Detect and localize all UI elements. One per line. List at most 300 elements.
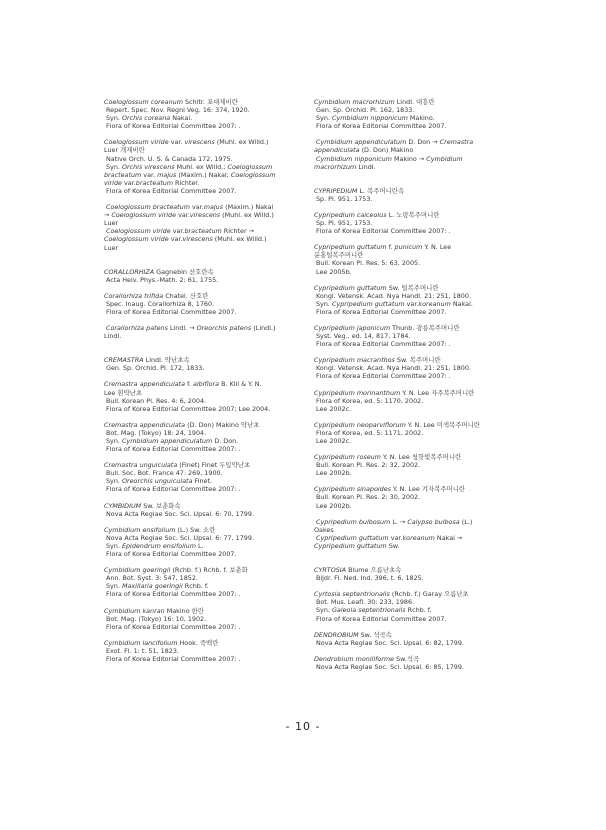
citation-text: Bull. Korean Pl. Res. 2: 32, 2002. [316,461,421,470]
entry-line [104,171,304,179]
entry-line [314,606,514,614]
entry-line [104,437,304,445]
citation-text: Lindl. [104,332,122,341]
entry-line [104,292,304,300]
taxon-name-text: CYPRIPEDIUM [314,186,358,195]
taxon-name-text: Galeola septentrionalis [331,606,406,615]
right-column [314,98,514,679]
taxon-entry [104,607,304,631]
taxon-name-text: bracteatum [135,178,174,187]
taxon-name-text: Corallorhiza trifida [104,291,164,300]
citation-text: Flora of Korea, ed. 5: 1170, 2002. [316,396,424,405]
taxon-name-text: Cypripedium guttatum [314,243,387,252]
taxon-name-text: Cymbidium appendiculatum [316,138,407,147]
citation-text: Makino → [391,154,427,163]
entry-line [104,163,304,171]
taxon-name-text: Orchis virescens [121,162,175,171]
taxon-entry [104,639,304,663]
entry-line [104,155,304,163]
citation-text: Flora of Korea Editorial Committee 2007: . [106,622,241,631]
taxon-entry [104,461,304,493]
taxon-name-text: Corallorhiza patens [106,324,168,333]
taxon-name-text: virescens [184,138,215,147]
citation-text: Bull. Korean Pl. Res. 4: 6, 2004. [106,396,207,405]
taxon-name-text: viride [104,178,122,187]
entry-line [314,615,514,623]
left-column [104,98,304,671]
citation-text: Sw. 털복주머니란 [386,283,439,292]
citation-text: Rchb. f. [182,582,209,591]
entry-line [314,574,514,582]
citation-text: Syn. [106,162,122,171]
entry-line [104,187,304,195]
taxon-name-text: Coeloglossum [227,162,273,171]
entry-line [314,227,514,235]
entry-line [314,308,514,316]
citation-text: (Lindl.) [251,324,276,333]
taxon-name-text: majus [157,170,177,179]
citation-text: Hook. 죽백란 [177,638,219,647]
taxon-name-text: Cypripedium japonicum [314,323,391,332]
taxon-entry [314,518,514,550]
citation-text: Bot. Mus. Leafl. 30: 233, 1986. [316,598,415,607]
citation-text: Finet. [192,477,212,486]
entry-line [314,469,514,477]
citation-text: Lindl. 대흥란 [394,98,435,106]
taxon-name-text: CYMBIDIUM [104,501,142,510]
entry-line [104,244,304,252]
citation-text: Flora of Korea Editorial Committee 2007: . [106,485,241,494]
citation-text: Syn. [106,582,122,591]
taxon-name-text: Calypso bulbosa [407,517,460,526]
entry-line [314,598,514,606]
citation-text: Schltr. 포대제비란 [182,98,238,106]
entry-line [104,356,304,364]
taxon-name-text: Cremastra [439,138,474,147]
citation-text: Makino. [407,114,435,123]
entry-line [104,300,304,308]
taxon-name-text: Orchis coreana [121,114,171,123]
citation-text: Lee 2002c. [316,404,352,413]
entry-line [104,502,304,510]
citation-text: Y. N. Lee 겨자복주머니란 [390,485,466,494]
citation-text: Lindl. → [167,324,197,333]
citation-text: Flora of Korea Editorial Committee 2007: . [316,372,451,381]
citation-text: (Muhl. ex Willd.) [214,138,269,147]
entry-line [104,461,304,469]
citation-text: 분홍털복주머니란 [314,251,364,260]
citation-text: Syn. [106,437,122,445]
taxon-name-text: CREMASTRA [104,356,144,365]
page-number: - 10 - [285,720,321,733]
taxon-entry [104,268,304,284]
citation-text: Luer [104,219,119,228]
taxon-entry [104,292,304,316]
taxon-name-text: Cypripedium guttatum [314,541,387,550]
citation-text: Bull. Korean Pl. Res. 2: 30, 2002. [316,493,421,502]
citation-text: Bot. Mag. (Tokyo) 16: 10, 1902. [106,614,207,623]
entry-line [104,122,304,130]
entry-line [314,655,514,663]
entry-line [104,623,304,631]
citation-text: Bijdr. Fl. Ned. Ind. 396, t. 6, 1825. [316,574,424,583]
taxon-name-text: Cypripedium roseum [314,453,381,462]
taxon-entry [104,203,304,252]
citation-text: (D. Don) Makino 약난초 [185,420,260,429]
citation-text: Bull. Soc. Bot. France 47: 269, 1900. [106,469,223,478]
section-gap [314,558,514,566]
citation-text: Makino 한란 [164,606,204,615]
entry-line [104,268,304,276]
citation-text: (Rchb. f.) Rchb. f. 보춘화 [170,566,248,575]
citation-text: Flora of Korea Editorial Committee 2007: . [106,590,241,599]
citation-text: Y. N. Lee [422,243,452,252]
taxon-name-text: Cymbidium macrorhizum [314,98,395,106]
citation-text: Lee 2002b. [316,469,352,478]
citation-text: Syn. [316,114,332,123]
taxon-entry [314,284,514,316]
citation-text: Kongl. Vetensk. Acad. Nya Handl. 21: 251, 1800. [316,291,471,300]
entry-line [314,421,514,429]
entry-line [104,534,304,542]
taxon-name-text: majus [203,203,224,212]
citation-text: Flora of Korea Editorial Committee 2007: . [316,227,451,236]
taxon-entry [314,566,514,582]
entry-line [314,259,514,267]
taxon-name-text: Cypripedium calceolus [314,210,387,219]
taxon-name-text: Dendrobium moniliforme [314,654,395,663]
entry-line [104,211,304,219]
taxon-name-text: Cymbidium goeringii [104,566,171,575]
entry-line [104,380,304,388]
citation-text: (L.) [459,517,473,526]
taxon-entry [314,211,514,235]
entry-line [314,106,514,114]
entry-line [314,324,514,332]
citation-text: var. [176,211,190,220]
citation-text: Y. N. Lee 자주복주머니란 [400,388,475,397]
taxon-entry [104,138,304,195]
citation-text: var. [121,178,136,187]
citation-text: (Finet) Finet 두잎약난초 [177,461,251,470]
entry-line [104,106,304,114]
citation-text: D. Don. [212,437,239,445]
taxon-name-text: virescens [182,235,213,244]
taxon-name-text: Cymbidium nipponicum [316,154,392,163]
citation-text: Lee 흰약난초 [104,388,143,397]
entry-line [314,356,514,364]
entry-line [314,219,514,227]
citation-text: Spec. Inaug. Corallorhiza 8, 1760. [106,299,215,308]
entry-line [314,405,514,413]
entry-line [104,397,304,405]
citation-text: Rchb. f. [405,606,432,615]
taxon-entry [314,389,514,413]
entry-line [104,308,304,316]
taxon-name-text: bracteatum [104,170,142,179]
citation-text: f. [386,243,395,252]
entry-line [314,300,514,308]
citation-text: Syn. [106,477,122,486]
entry-line [314,542,514,550]
entry-line [104,526,304,534]
entry-line [104,639,304,647]
entry-line [314,453,514,461]
entry-line [104,203,304,211]
entry-line [104,445,304,453]
citation-text: Lee 2005b. [316,267,352,276]
taxon-name-text: Cypripedium sinapoides [314,485,391,494]
citation-text: Acta Helv. Phys.-Math. 2: 61, 1755. [106,275,219,284]
citation-text: D. Don → [406,138,440,147]
citation-text: L. 복주머니란속 [357,186,405,195]
entry-line [104,647,304,655]
entry-line [314,187,514,195]
citation-text: L. [195,541,204,550]
entry-line [314,211,514,219]
citation-text: Flora of Korea Editorial Committee 2007; Lee 2004. [106,404,271,413]
taxon-name-text: Cypripedium guttatum [314,283,387,292]
taxon-name-text: Cymbidium appendiculatum [121,437,213,445]
citation-text: Nova Acta Regiae Soc. Sci. Upsal. 6: 77, 1799. [106,533,254,542]
entry-line [104,324,304,332]
taxon-name-text: Cymbidium kanran [104,606,165,615]
entry-line [314,526,514,534]
taxon-name-text: Coeloglossum viride [104,138,169,147]
taxon-entry [104,324,304,340]
entry-line [104,146,304,154]
section-gap [104,260,304,268]
entry-line [314,372,514,380]
entry-line [314,114,514,122]
entry-line [104,219,304,227]
taxon-entry [314,356,514,380]
entry-line [104,469,304,477]
entry-line [314,284,514,292]
entry-line [104,332,304,340]
entry-line [104,276,304,284]
entry-line [314,639,514,647]
entry-line [314,268,514,276]
entry-line [314,631,514,639]
citation-text: Lee 2002c. [316,437,352,445]
citation-text: (Muhl. ex Willd.) [212,235,267,244]
entry-line [104,607,304,615]
taxon-name-text: punicum [394,243,423,252]
entry-line [104,389,304,397]
entry-line [314,493,514,501]
entry-line [104,98,304,106]
taxon-name-text: Coeloglossum bracteatum [106,203,190,212]
citation-text: Oakes [314,525,334,534]
entry-line [314,485,514,493]
citation-text: Syn. [316,606,332,615]
taxon-name-text: albiflora [192,380,220,389]
taxon-entry [314,98,514,130]
citation-text: Flora of Korea Editorial Committee 2007. [106,550,237,559]
entry-line [314,122,514,130]
citation-text: → [104,211,112,220]
citation-text: Syn. [106,114,122,123]
citation-text: Gagnebin 산호란속 [154,267,214,276]
citation-text: Kongl. Vetensk. Acad. Nya Handl. 21: 251, 1800. [316,364,471,373]
entry-line [314,292,514,300]
entry-line [104,179,304,187]
entry-line [314,195,514,203]
taxon-entry [104,380,304,412]
citation-text: Muhl. ex Willd.; [174,162,228,171]
taxon-name-text: Coeloglossum viride [104,235,169,244]
entry-line [314,364,514,372]
taxon-name-text: Oreorchis unguiculata [121,477,193,486]
taxon-name-text: Cypripedium guttatum [316,533,389,542]
entry-line [104,550,304,558]
entry-line [314,502,514,510]
taxon-entry [314,590,514,622]
taxon-name-text: appendiculata [314,146,360,155]
taxon-entry [314,421,514,445]
citation-text: Repert. Spec. Nov. Regni Veg. 16: 374, 1920. [106,106,250,115]
taxon-name-text: macrorhizum [314,162,357,171]
entry-line [314,663,514,671]
entry-line [104,477,304,485]
entry-line [104,429,304,437]
entry-line [314,138,514,146]
entry-line [314,155,514,163]
citation-text: var. [170,227,185,236]
taxon-name-text: DENDROBIUM [314,630,359,639]
citation-text: (L.) Sw. 소란 [175,525,216,534]
citation-text: (D. Don) Makino [359,146,414,155]
citation-text: (Maxim.) Nakai [223,203,274,212]
citation-text: Flora of Korea, ed. 5: 1171, 2002. [316,428,424,437]
taxon-entry [104,502,304,518]
taxon-entry [104,421,304,453]
citation-text: Gen. Sp. Orchid. Pl. 172, 1833. [106,364,205,373]
taxon-name-text: Cymbidium nipponicum [331,114,408,123]
entry-line [314,163,514,171]
taxon-name-text: CYRTOSIA [314,566,347,575]
taxon-name-text: Cypripedium bulbosum [316,517,391,526]
taxon-name-text: Cremastra appendiculata [104,380,186,389]
taxon-name-text: Cypripedium morinanthum [314,388,401,397]
citation-text: Gen. Sp. Orchid. Pl. 162, 1833. [316,106,415,115]
taxon-entry [104,356,304,372]
citation-text: Flora of Korea Editorial Committee 2007. [106,186,237,195]
entry-line [104,114,304,122]
citation-text: B. Kill & Y. N. [219,380,262,389]
taxon-name-text: Cypripedium guttatum [331,299,405,308]
citation-text: L. 노랑복주머니란 [386,210,440,219]
entry-line [314,461,514,469]
citation-text: Nakai. [170,114,193,123]
entry-line [314,534,514,542]
citation-text: Y. N. Lee 미색복주머니란 [405,420,480,429]
citation-text: Flora of Korea Editorial Committee 2007. [106,307,237,316]
entry-line [104,405,304,413]
entry-line [314,397,514,405]
entry-line [104,574,304,582]
taxon-name-text: Cymbidium [426,154,463,163]
taxon-name-text: Cymbidium ensifolium [104,525,176,534]
citation-text: Flora of Korea Editorial Committee 2007: . [106,122,241,131]
taxon-entry [314,187,514,203]
taxon-entry [314,324,514,348]
section-gap [314,179,514,187]
citation-text: var. [168,235,183,244]
entry-line [104,485,304,493]
citation-text: Flora of Korea Editorial Committee 2007. [316,614,447,623]
taxon-entry [104,526,304,558]
taxon-name-text: Oreorchis patens [196,324,252,333]
citation-text: Richter. [173,178,200,187]
taxon-entry [314,243,514,275]
taxon-name-text: Cyrtosia septentrionalis [314,590,390,599]
entry-line [314,146,514,154]
taxon-name-text: virescens [189,211,221,220]
taxon-name-text: Cypripedium neoparviflorum [314,420,406,429]
citation-text: (Maxim.) Nakai; [176,170,231,179]
citation-text: Sw. [386,541,400,550]
taxon-entry [314,485,514,509]
citation-text: Lee 2002b. [316,501,352,510]
taxon-name-text: Cymbidium lancifolium [104,638,178,647]
citation-text: Richter → [221,227,254,236]
taxon-name-text: bracteatum [184,227,222,236]
citation-text: Sp. Pl. 951, 1753. [316,194,373,203]
citation-text: Flora of Korea Editorial Committee 2007: . [316,340,451,349]
citation-text: Native Orch. U. S. & Canada 172, 1975. [106,154,233,163]
taxon-name-text: Coeloglossum coreanum [104,98,183,106]
entry-line [314,340,514,348]
citation-text: Lindl. [356,162,376,171]
taxon-name-text: CORALLORHIZA [104,267,155,276]
citation-text: Nakai. [450,299,473,308]
citation-text: Syn. [106,541,122,550]
citation-text: Flora of Korea Editorial Committee 2007. [316,307,447,316]
entry-line [314,518,514,526]
taxon-name-text: Coeloglossum [230,170,276,179]
entry-line [104,421,304,429]
citation-text: var. [404,299,419,308]
taxon-name-text: koreanum [402,533,435,542]
taxon-name-text: Cremastra appendiculata [104,420,186,429]
entry-line [314,590,514,598]
entry-line [104,364,304,372]
citation-text: Nova Acta Regiae Soc. Sci. Upsal. 6: 85, 1799. [316,662,464,671]
entry-line [314,98,514,106]
entry-line [314,566,514,574]
entry-line [314,429,514,437]
entry-line [104,615,304,623]
entry-line [314,251,514,259]
citation-text: Blume 으름난초속 [346,566,402,575]
citation-text: var. [189,203,204,212]
citation-text: Bull. Korean Pl. Res. 5: 63, 2005. [316,259,421,268]
entry-line [104,510,304,518]
citation-text: var. [141,170,158,179]
citation-text: Syst. Veg., ed. 14, 817, 1784. [316,332,411,341]
citation-text: Thunb. 광릉복주머니란 [390,323,460,332]
entry-line [314,437,514,445]
taxon-name-text: Cremastra unguiculata [104,461,178,470]
citation-text: Nova Acta Regiae Soc. Sci. Upsal. 6: 70, 1799. [106,509,254,518]
entry-line [104,542,304,550]
taxon-entry [314,631,514,647]
taxon-name-text: Cypripedium macranthos [314,356,395,365]
citation-text: Sp. Pl. 951, 1753. [316,219,373,228]
entry-line [104,235,304,243]
